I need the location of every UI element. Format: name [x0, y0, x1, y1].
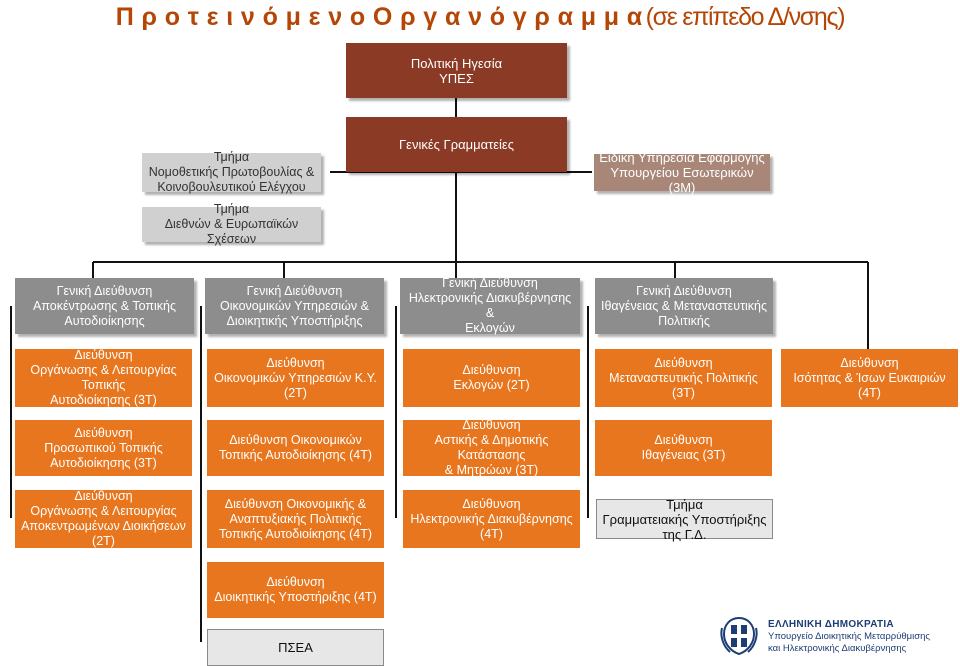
- box-dir-decentralized-administrations: Διεύθυνση Οργάνωσης & Λειτουργίας Αποκεντρωμένων Διοικήσεων (2Τ): [15, 490, 192, 548]
- box-gd-citizenship-migration: Γενική Διεύθυνση Ιθαγένειας & Μεταναστευτικής Πολιτικής: [595, 278, 773, 334]
- title-suffix: (σε επίπεδο Δ/νσης): [645, 3, 845, 31]
- box-dir-economic-development-policy: Διεύθυνση Οικονομικής & Αναπτυξιακής Πολιτικής Τοπικής Αυτοδιοίκησης (4Τ): [207, 490, 384, 548]
- box-gd-financial-services: Γενική Διεύθυνση Οικονομικών Υπηρεσιών & Διοικητικής Υποστήριξης: [205, 278, 384, 334]
- footer-ministry-text: [768, 619, 958, 655]
- box-gd-decentralization-local-government: Γενική Διεύθυνση Αποκέντρωσης & Τοπικής Αυτοδιοίκησης: [15, 278, 194, 334]
- box-dir-e-government: Διεύθυνση Ηλεκτρονικής Διακυβέρνησης (4Τ): [403, 490, 580, 548]
- box-special-implementation-service: Ειδική Υπηρεσία Εφαρμογής Υπουργείου Εσωτερικών (3Μ): [594, 154, 770, 191]
- footer-org-line3: και Ηλεκτρονικής Διακυβέρνησης: [768, 643, 907, 654]
- box-dept-international-relations: Τμήμα Διεθνών & Ευρωπαϊκών Σχέσεων: [142, 207, 321, 242]
- footer-org-line2: Υπουργείο Διοικητικής Μεταρρύθμισης: [768, 631, 930, 642]
- box-gd-e-government-elections: Γενική Διεύθυνση Ηλεκτρονικής Διακυβέρνησης & Εκλογών: [400, 278, 580, 334]
- box-dir-administrative-support: Διεύθυνση Διοικητικής Υποστήριξης (4Τ): [207, 562, 384, 618]
- box-psea: ΠΣΕΑ: [207, 629, 384, 666]
- box-dept-legislative-initiative: Τμήμα Νομοθετικής Πρωτοβουλίας & Κοινοβουλευτικού Ελέγχου: [142, 153, 321, 192]
- box-dir-local-government-organization: Διεύθυνση Οργάνωσης & Λειτουργίας Τοπικής Αυτοδιοίκησης (3Τ): [15, 349, 192, 407]
- box-dir-elections: Διεύθυνση Εκλογών (2Τ): [403, 349, 580, 407]
- box-dir-local-government-personnel: Διεύθυνση Προσωπικού Τοπικής Αυτοδιοίκησης (3Τ): [15, 420, 192, 476]
- box-dir-migration-policy: Διεύθυνση Μεταναστευτικής Πολιτικής (3Τ): [595, 349, 772, 407]
- box-political-leadership: Πολιτική Ηγεσία ΥΠΕΣ: [346, 43, 567, 98]
- box-dir-civil-registry: Διεύθυνση Αστικής & Δημοτικής Κατάστασης & Μητρώων (3Τ): [403, 420, 580, 476]
- box-dir-central-financial-services: Διεύθυνση Οικονομικών Υπηρεσιών Κ.Υ. (2Τ): [207, 349, 384, 407]
- footer-org-line1: ΕΛΛΗΝΙΚΗ ΔΗΜΟΚΡΑΤΙΑ: [768, 619, 894, 630]
- title-main: Π ρ ο τ ε ι ν ό μ ε ν ο Ο ρ γ α ν ό γ ρ α μ μ α: [115, 3, 643, 31]
- box-general-secretariats: Γενικές Γραμματείες: [346, 117, 567, 172]
- box-dir-citizenship: Διεύθυνση Ιθαγένειας (3Τ): [595, 420, 772, 476]
- box-dir-equality-opportunities: Διεύθυνση Ισότητας & Ίσων Ευκαιριών (4Τ): [781, 349, 958, 407]
- hellenic-republic-seal-icon: [718, 614, 760, 663]
- box-dir-local-government-finance: Διεύθυνση Οικονομικών Τοπικής Αυτοδιοίκησης (4Τ): [207, 420, 384, 476]
- box-dept-secretarial-support: Τμήμα Γραμματειακής Υποστήριξης της Γ.Δ.: [596, 499, 773, 539]
